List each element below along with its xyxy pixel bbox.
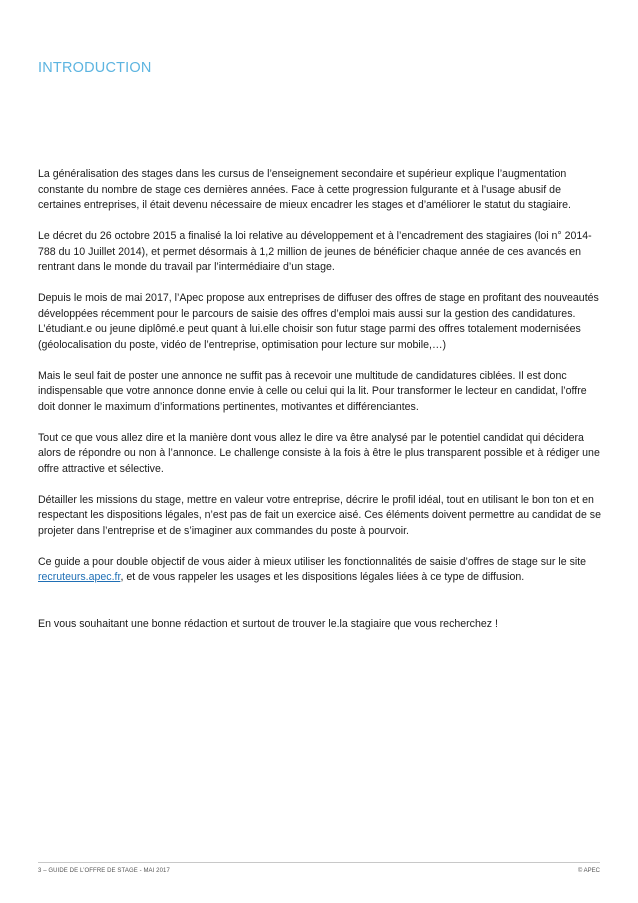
paragraph-2: Le décret du 26 octobre 2015 a finalisé la loi relative au développement et à l’encadrement des stagiaires (loi n° 2014-788 du 10 Juillet 2014), et permet désormais à 1,2 million de jeunes de bénéficier chaque année de ces avancés en rentrant dans le monde du travail par l’intermédiaire d’un stage. xyxy=(38,230,592,273)
footer-page-label: 3 – GUIDE DE L’OFFRE DE STAGE - MAI 2017 xyxy=(38,868,170,874)
paragraph-1: La généralisation des stages dans les cursus de l’enseignement secondaire et supérieur explique l’augmentation constante du nombre de stage ces dernières années. Face à cette progression fulgurante et à l’usage abusif de certaines entreprises, il était devenu nécessaire de mieux encadrer les stages et d’améliorer le statut du stagiaire. xyxy=(38,168,571,211)
paragraph-4: Mais le seul fait de poster une annonce ne suffit pas à recevoir une multitude de candidatures ciblées. Il est donc indispensable que votre annonce donne envie à celle ou celui qui la lit. Pour transformer le lecteur en candidat, l’offre doit donner le maximum d’informations pertinentes, motivantes et différenciantes. xyxy=(38,369,587,413)
section-title: INTRODUCTION xyxy=(38,60,152,76)
footer-copyright: © APEC xyxy=(577,868,600,874)
paragraph-8: En vous souhaitant une bonne rédaction et surtout de trouver le.la stagiaire que vous recherchez ! xyxy=(38,617,498,630)
recruteurs-apec-link[interactable]: recruteurs.apec.fr xyxy=(38,571,121,583)
footer-divider xyxy=(38,862,600,863)
paragraph-7-after: , et de vous rappeler les usages et les dispositions légales liées à ce type de diffusion. xyxy=(120,571,525,583)
paragraph-6: Détailler les missions du stage, mettre en valeur votre entreprise, décrire le profil idéal, tout en utilisant le bon ton et en respectant les dispositions légales, n’est pas de fait un exercice aisé. Ces éléments doivent permettre au candidat de se projeter dans l’entreprise et de s’imaginer aux commandes du poste à pourvoir. xyxy=(38,493,601,537)
paragraph-5: Tout ce que vous allez dire et la manière dont vous allez le dire va être analysé par le potentiel candidat qui décidera alors de répondre ou non à l’annonce. Le challenge consiste à la fois à être le plus transparent possible et à rédiger une offre attractive et sélective. xyxy=(38,431,600,475)
paragraph-7 xyxy=(38,555,604,586)
paragraph-3: Depuis le mois de mai 2017, l’Apec propose aux entreprises de diffuser des offres de stage en profitant des nouveautés développées récemment pour le parcours de saisie des offres d’emploi mais aussi sur la gestion des candidatures. L’étudiant.e ou jeune diplômé.e peut quant à lui.elle choisir son futur stage parmi des offres totalement modernisées (géolocalisation du poste, vidéo de l’entreprise, optimisation pour lecture sur mobile,…) xyxy=(38,292,599,351)
paragraph-7-before: Ce guide a pour double objectif de vous aider à mieux utiliser les fonctionnalités de saisie d’offres de stage sur le site xyxy=(38,555,587,568)
body-text xyxy=(38,167,604,648)
